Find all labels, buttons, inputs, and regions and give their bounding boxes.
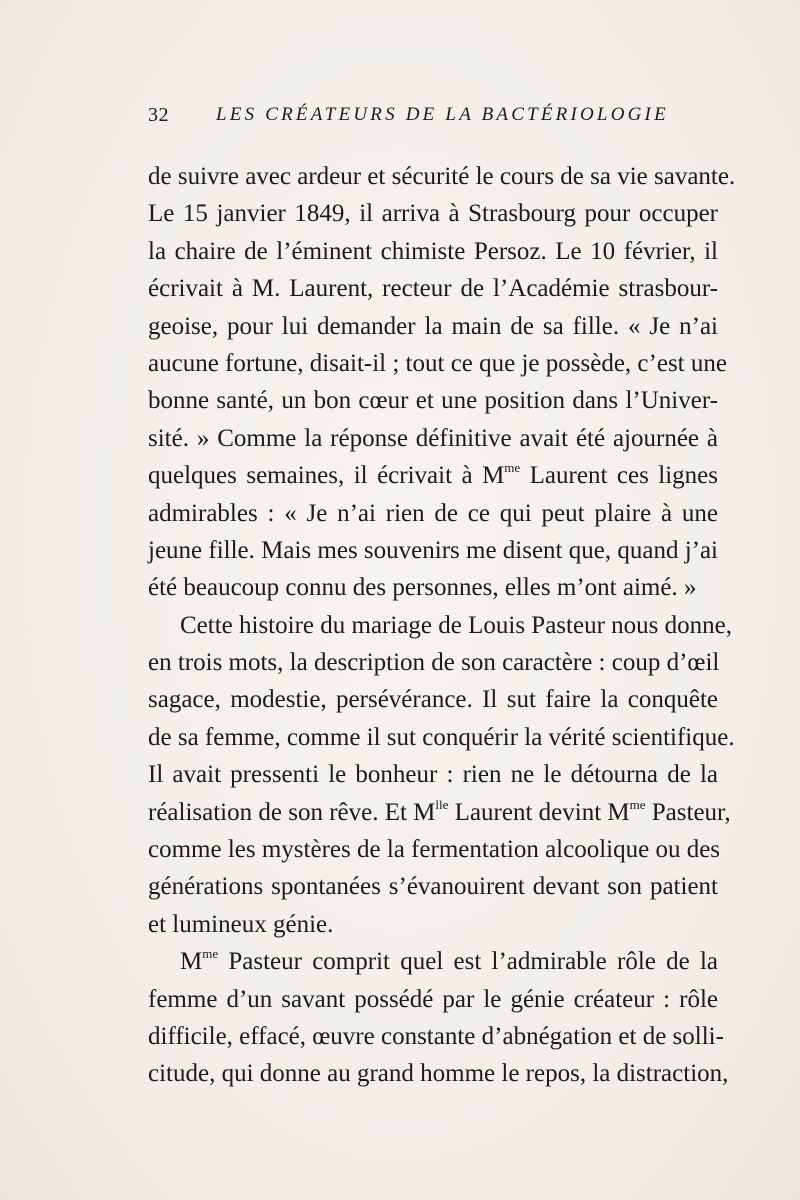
text-line: femme d’un savant possédé par le génie créateur : rôle — [148, 985, 718, 1013]
text-line: de sa femme, comme il sut conquérir la vérité scientifique. — [148, 723, 735, 751]
text-line: la chaire de l’éminent chimiste Persoz. Le 10 février, il — [148, 237, 718, 265]
running-head — [148, 100, 708, 130]
text-line: Cette histoire du mariage de Louis Pasteur nous donne, — [180, 611, 732, 639]
text-line: aucune fortune, disait-il ; tout ce que je possède, c’est une — [148, 349, 727, 377]
text-line: citude, qui donne au grand homme le repos, la distraction, — [148, 1060, 729, 1088]
running-title: LES CRÉATEURS DE LA BACTÉRIOLOGIE — [216, 104, 669, 125]
text-line: geoise, pour lui demander la main de sa fille. « Je n’ai — [148, 312, 718, 340]
text-line: admirables : « Je n’ai rien de ce qui peut plaire à une — [148, 499, 718, 527]
superscript: lle — [435, 796, 449, 812]
text-line: de suivre avec ardeur et sécurité le cours de sa vie savante. — [148, 163, 736, 190]
text-line: en trois mots, la description de son caractère : coup d’œil — [148, 649, 720, 677]
text-line: été beaucoup connu des personnes, elles m’ont aimé. » — [148, 574, 697, 602]
page-number: 32 — [148, 104, 169, 126]
text-segment: réalisation de son rêve. Et M — [148, 798, 436, 826]
text-segment: Pasteur comprit quel est l’admirable rôle de la — [218, 948, 718, 976]
text-line — [148, 794, 731, 831]
text-line: et lumineux génie. — [148, 910, 334, 938]
text-line: sité. » Comme la réponse définitive avait été ajournée à — [148, 424, 718, 452]
text-line: écrivait à M. Laurent, recteur de l’Académie strasbour- — [148, 275, 718, 303]
text-segment: Laurent devint M — [448, 798, 630, 826]
text-segment: M — [180, 948, 203, 976]
text-line — [148, 457, 718, 494]
text-segment: Pasteur, — [645, 798, 731, 826]
text-line: difficile, effacé, œuvre constante d’abnégation et de solli- — [148, 1022, 724, 1050]
superscript: me — [202, 946, 219, 962]
text-segment: Laurent ces lignes — [520, 462, 718, 490]
text-line: comme les mystères de la fermentation alcoolique ou des — [148, 836, 721, 864]
text-line: sagace, modestie, persévérance. Il sut faire la conquête — [148, 686, 718, 714]
text-line — [148, 943, 718, 980]
body-text — [148, 158, 736, 1093]
text-line: jeune fille. Mais mes souvenirs me disent que, quand j’ai — [148, 536, 719, 564]
text-segment: quelques semaines, il écrivait à M — [148, 462, 505, 490]
superscript: me — [629, 796, 646, 812]
text-line: bonne santé, un bon cœur et une position dans l’Univer- — [148, 387, 718, 415]
text-line: Il avait pressenti le bonheur : rien ne le détourna de la — [148, 761, 718, 789]
superscript: me — [504, 460, 521, 476]
text-line: générations spontanées s’évanouirent devant son patient — [148, 873, 718, 901]
text-line: Le 15 janvier 1849, il arriva à Strasbourg pour occuper — [148, 200, 718, 228]
